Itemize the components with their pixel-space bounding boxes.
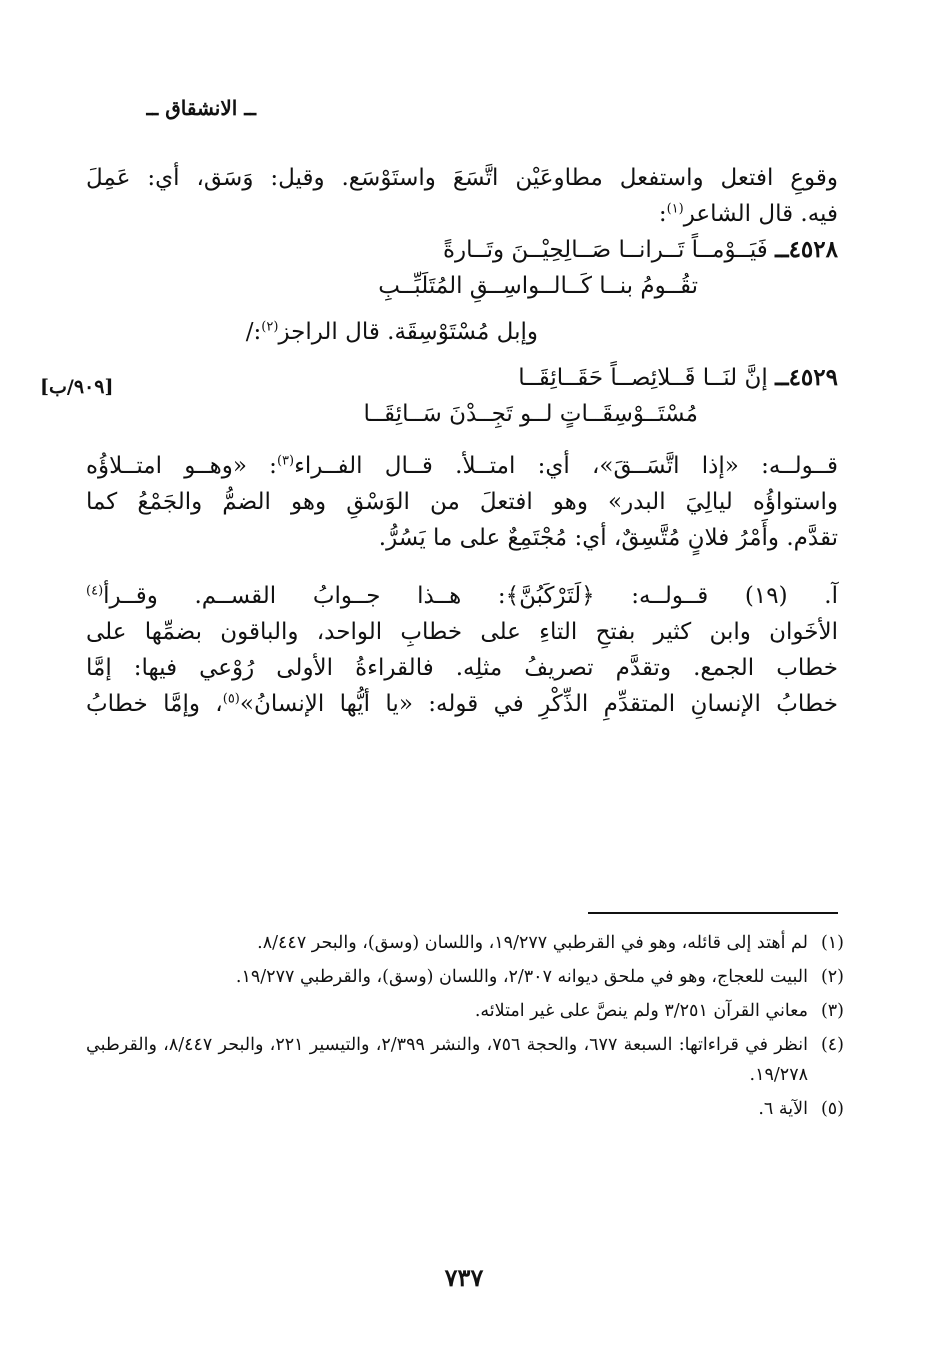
paragraph-line: فيه. قال الشاعر$^{(١)}$: bbox=[658, 201, 838, 227]
footnote-text: الآية ٦. bbox=[758, 1099, 808, 1119]
footnote-text: البيت للعجاج، وهو في ملحق ديوانه ٢/٣٠٧، واللسان (وسق)، والقرطبي ١٩/٢٧٧. bbox=[235, 967, 808, 987]
footnote-text: انظر في قراءاتها: السبعة ٦٧٧، والحجة ٧٥٦، والنشر ٢/٣٩٩، والتيسير ٢٢١، والبحر ٨/٤٤٧، والقرطبي ١٩/٢٧٨. bbox=[86, 1035, 809, 1085]
footnote-ref[interactable]: (٥) bbox=[222, 691, 240, 707]
main-text bbox=[86, 160, 838, 722]
footnote-text: لم أهتد إلى قائله، وهو في القرطبي ١٩/٢٧٧، واللسان (وسق)، والبحر ٨/٤٤٧. bbox=[257, 933, 808, 953]
verse-number: ٤٥٢٩ــ bbox=[775, 364, 838, 391]
paragraph-line: الأخَوان وابن كثير بفتحِ التاءِ على خطابِ الواحد، والباقون بضمِّها على bbox=[86, 619, 838, 645]
footnote bbox=[86, 1030, 844, 1090]
footnote-number: (٣) bbox=[820, 1001, 844, 1021]
footnote bbox=[86, 996, 844, 1026]
verse-hemistich: فَيَــوْمــاً تَــرانــا صَــالِحِيْــنَ وتَــارةً bbox=[442, 237, 768, 263]
paragraph-line: خطاب الجمع. وتقدَّم تصريفُ مثلِه. فالقراءةُ الأولى رُوْعي فيها: إمَّا bbox=[86, 655, 838, 681]
paragraph-line: تقدَّم. وأَمْرُ فلانٍ مُتَّسِقٌ، أي: مُجْتَمِعٌ على ما يَسُرُّ. bbox=[378, 525, 838, 551]
footnote bbox=[86, 1094, 844, 1124]
verse-line bbox=[86, 360, 838, 396]
verse-hemistich: إنَّ لنَــا قَــلائِصــاً حَقَــائِقَــا bbox=[518, 365, 768, 391]
verse-number: ٤٥٢٨ــ bbox=[775, 236, 838, 263]
paragraph-line: خطابُ الإنسانِ المتقدِّمِ الذِّكْرِ في قوله: «يا أيُّها الإنسانُ»$^{(٥)}$، وإمَّا خطابُ bbox=[86, 691, 838, 717]
verse-line bbox=[86, 268, 838, 304]
verse-line bbox=[86, 232, 838, 268]
paragraph-line: آ. (١٩) قــولــه: ﴿لَتَرْكَبُنَّ﴾: هــذا جــوابُ القســم. وقــرأ$^{(٤)}$ bbox=[86, 583, 838, 609]
paragraph-line: واستواؤُه ليالِيَ البدر» وهو افتعلَ من الوَسْقِ وهو الضمُّ والجَمْعُ كما bbox=[86, 489, 838, 515]
paragraph-line: قــولــه: «إذا اتَّسَــقَ»، أي: امتــلأ. قــال الفــراء$^{(٣)}$: «وهــو امتــلاؤُه bbox=[86, 453, 838, 479]
verse-hemistich: تقُــومُ بنــا كَــالــواسِــقِ المُتَلَبِّــبِ bbox=[378, 273, 698, 299]
verse-line bbox=[86, 396, 838, 432]
footnote-number: (٢) bbox=[820, 967, 844, 987]
footnote-ref[interactable]: (٢) bbox=[261, 319, 279, 335]
footnote-ref[interactable]: (٣) bbox=[276, 453, 295, 469]
verse-hemistich: مُسْتَــوْسِقَــاتٍ لــو تَجِــدْنَ سَــائِقَــا bbox=[363, 401, 698, 427]
footnote-separator bbox=[588, 912, 838, 914]
footnote-ref[interactable]: (٤) bbox=[86, 583, 104, 599]
manuscript-folio-note: [٩٠٩/ب] bbox=[40, 376, 114, 398]
footnotes bbox=[86, 928, 844, 1128]
paragraph-line: وقوعِ افتعل واستفعل مطاوعَيْن اتَّسَعَ واستَوْسَع. وقيل: وَسَق، أي: عَمِلَ bbox=[86, 165, 838, 191]
footnote-number: (٤) bbox=[820, 1035, 844, 1055]
footnote bbox=[86, 928, 844, 958]
paragraph-line: وإبل مُسْتَوْسِقَة. قال الراجز$^{(٢)}$:/ bbox=[245, 319, 538, 345]
running-header: ــ الانشقاق ــ bbox=[146, 96, 256, 120]
footnote bbox=[86, 962, 844, 992]
footnote-text: معاني القرآن ٣/٢٥١ ولم ينصَّ على غير امتلائه. bbox=[474, 1001, 808, 1021]
footnote-number: (١) bbox=[820, 933, 844, 953]
page-number: ٧٣٧ bbox=[444, 1263, 484, 1292]
footnote-ref[interactable]: (١) bbox=[666, 201, 684, 217]
footnote-number: (٥) bbox=[820, 1099, 844, 1119]
